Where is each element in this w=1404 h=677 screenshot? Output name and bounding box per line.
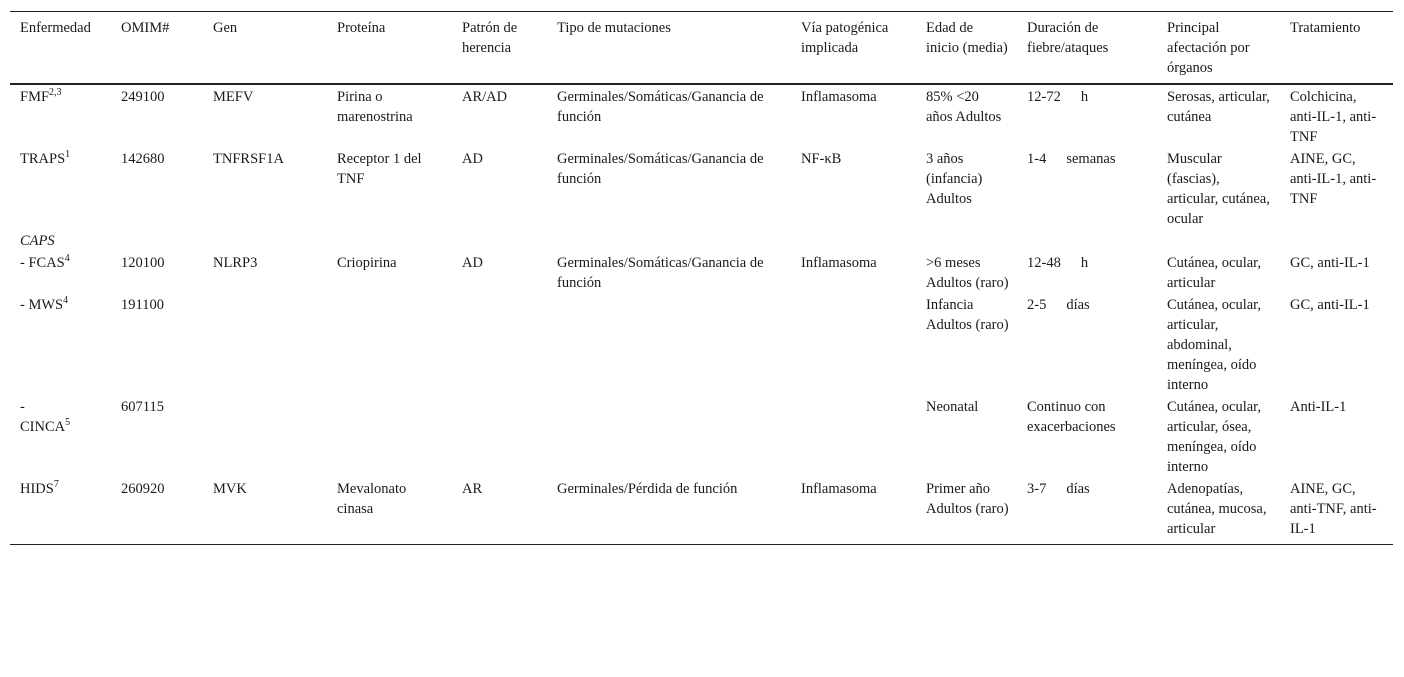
omim-cell: 120100 <box>121 255 165 271</box>
disease-name: HIDS <box>20 481 54 497</box>
inheritance-cell: AD <box>462 255 483 271</box>
reference-sup: 5 <box>65 417 71 428</box>
reference-sup: 4 <box>64 253 70 264</box>
pathway-cell: Inflamasoma <box>801 89 877 105</box>
protein-cell: Mevalonato cinasa <box>337 481 407 517</box>
mutations-cell <box>547 395 791 477</box>
duration-value: 12-48 <box>1027 255 1061 271</box>
mutations-cell: Germinales/Somáticas/Ganancia de función <box>557 255 764 291</box>
table-body <box>10 84 1393 545</box>
omim-cell: 142680 <box>121 151 165 167</box>
table-row <box>10 251 1393 293</box>
treatment-cell: AINE, GC, anti-IL-1, anti-TNF <box>1290 151 1377 207</box>
organs-cell: Cutánea, ocular, articular <box>1167 255 1262 291</box>
disease-cell <box>10 477 111 545</box>
gene-cell: TNFRSF1A <box>213 151 284 167</box>
table-row <box>10 147 1393 229</box>
inheritance-cell <box>452 293 547 395</box>
onset-cell: 85% <20 años Adultos <box>926 89 1002 125</box>
treatment-cell: Anti-IL-1 <box>1290 399 1347 415</box>
protein-cell: Pirina o marenostrina <box>337 89 413 125</box>
duration-value: 3-7 <box>1027 481 1047 497</box>
pathway-cell <box>791 395 916 477</box>
header-cell: OMIM# <box>121 20 170 36</box>
duration-cell <box>1017 251 1157 293</box>
table-row <box>10 293 1393 395</box>
protein-cell <box>327 395 452 477</box>
gene-cell: MVK <box>213 481 247 497</box>
duration-value: 2-5 <box>1027 297 1047 313</box>
protein-cell: Receptor 1 del TNF <box>337 151 422 187</box>
disease-cell <box>10 395 111 477</box>
disease-cell <box>10 84 111 147</box>
protein-cell <box>327 293 452 395</box>
omim-cell: 249100 <box>121 89 165 105</box>
reference-sup: 2,3 <box>49 87 62 98</box>
disease-name: FMF <box>20 89 50 105</box>
group-row <box>10 229 1393 251</box>
table-row <box>10 395 1393 477</box>
header-cell: Gen <box>213 20 238 36</box>
disease-cell <box>10 251 111 293</box>
header-cell: Vía patogénica implicada <box>801 20 889 56</box>
table-row <box>10 84 1393 147</box>
onset-cell: Neonatal <box>926 399 979 415</box>
table-header <box>10 12 1393 85</box>
inheritance-cell: AR <box>462 481 483 497</box>
duration-cell <box>1017 395 1157 477</box>
inheritance-cell <box>452 395 547 477</box>
duration-value: Continuo con exacerbaciones <box>1027 399 1116 435</box>
gene-cell: NLRP3 <box>213 255 258 271</box>
treatment-cell: GC, anti-IL-1 <box>1290 255 1370 271</box>
duration-unit: días <box>1066 481 1090 497</box>
pathway-cell: Inflamasoma <box>801 481 877 497</box>
omim-cell: 191100 <box>121 297 164 313</box>
treatment-cell: Colchicina, anti-IL-1, anti-TNF <box>1290 89 1377 145</box>
mutations-cell <box>547 293 791 395</box>
duration-cell <box>1017 84 1157 147</box>
onset-cell: Infancia Adultos (raro) <box>926 297 1009 333</box>
disease-cell <box>10 147 111 229</box>
reference-sup: 4 <box>63 295 69 306</box>
table-row <box>10 477 1393 545</box>
duration-unit: h <box>1080 89 1089 105</box>
disease-cell <box>10 293 111 395</box>
treatment-cell: AINE, GC, anti-TNF, anti-IL-1 <box>1290 481 1377 537</box>
gene-cell <box>203 395 327 477</box>
header-row <box>10 12 1393 85</box>
organs-cell: Adenopatías, cutánea, mucosa, articular <box>1167 481 1267 537</box>
disease-name: TRAPS <box>20 151 66 167</box>
duration-value: 1-4 <box>1027 151 1047 167</box>
inheritance-cell: AR/AD <box>462 89 508 105</box>
pathway-cell <box>791 293 916 395</box>
header-cell: Tipo de mutaciones <box>557 20 671 36</box>
duration-unit: días <box>1066 297 1090 313</box>
duration-unit: h <box>1080 255 1089 271</box>
mutations-cell: Germinales/Somáticas/Ganancia de función <box>557 151 764 187</box>
organs-cell: Serosas, articular, cutánea <box>1167 89 1270 125</box>
gene-cell: MEFV <box>213 89 254 105</box>
omim-cell: 260920 <box>121 481 165 497</box>
group-label: CAPS <box>20 233 55 249</box>
duration-value: 12-72 <box>1027 89 1061 105</box>
disease-name: - MWS <box>20 297 64 313</box>
protein-cell: Criopirina <box>337 255 397 271</box>
onset-cell: Primer año Adultos (raro) <box>926 481 1009 517</box>
organs-cell: Cutánea, ocular, articular, ósea, meníngea, oído interno <box>1167 399 1262 475</box>
header-cell: Proteína <box>337 20 386 36</box>
duration-cell <box>1017 293 1157 395</box>
omim-cell: 607115 <box>121 399 164 415</box>
duration-cell <box>1017 147 1157 229</box>
reference-sup: 7 <box>53 479 59 490</box>
disease-name: - CINCA <box>20 399 66 435</box>
pathway-cell: NF-κB <box>801 151 842 167</box>
duration-cell <box>1017 477 1157 545</box>
duration-unit: semanas <box>1066 151 1116 167</box>
header-cell: Edad de inicio (media) <box>926 20 1008 56</box>
table-container <box>10 11 1393 545</box>
reference-sup: 1 <box>65 149 71 160</box>
header-cell: Duración de fiebre/ataques <box>1027 20 1109 56</box>
autoinflammatory-diseases-table <box>10 11 1393 545</box>
mutations-cell: Germinales/Pérdida de función <box>557 481 738 497</box>
header-cell: Patrón de herencia <box>462 20 518 56</box>
pathway-cell: Inflamasoma <box>801 255 877 271</box>
header-cell: Principal afectación por órganos <box>1167 20 1250 76</box>
disease-name: - FCAS <box>20 255 65 271</box>
mutations-cell: Germinales/Somáticas/Ganancia de función <box>557 89 764 125</box>
organs-cell: Muscular (fascias), articular, cutánea, ocular <box>1167 151 1270 227</box>
onset-cell: >6 meses Adultos (raro) <box>926 255 1009 291</box>
organs-cell: Cutánea, ocular, articular, abdominal, meníngea, oído interno <box>1167 297 1262 393</box>
header-cell: Tratamiento <box>1290 20 1361 36</box>
header-cell: Enfermedad <box>20 20 91 36</box>
onset-cell: 3 años (infancia) Adultos <box>926 151 983 207</box>
treatment-cell: GC, anti-IL-1 <box>1290 297 1370 313</box>
inheritance-cell: AD <box>462 151 483 167</box>
gene-cell <box>203 293 327 395</box>
